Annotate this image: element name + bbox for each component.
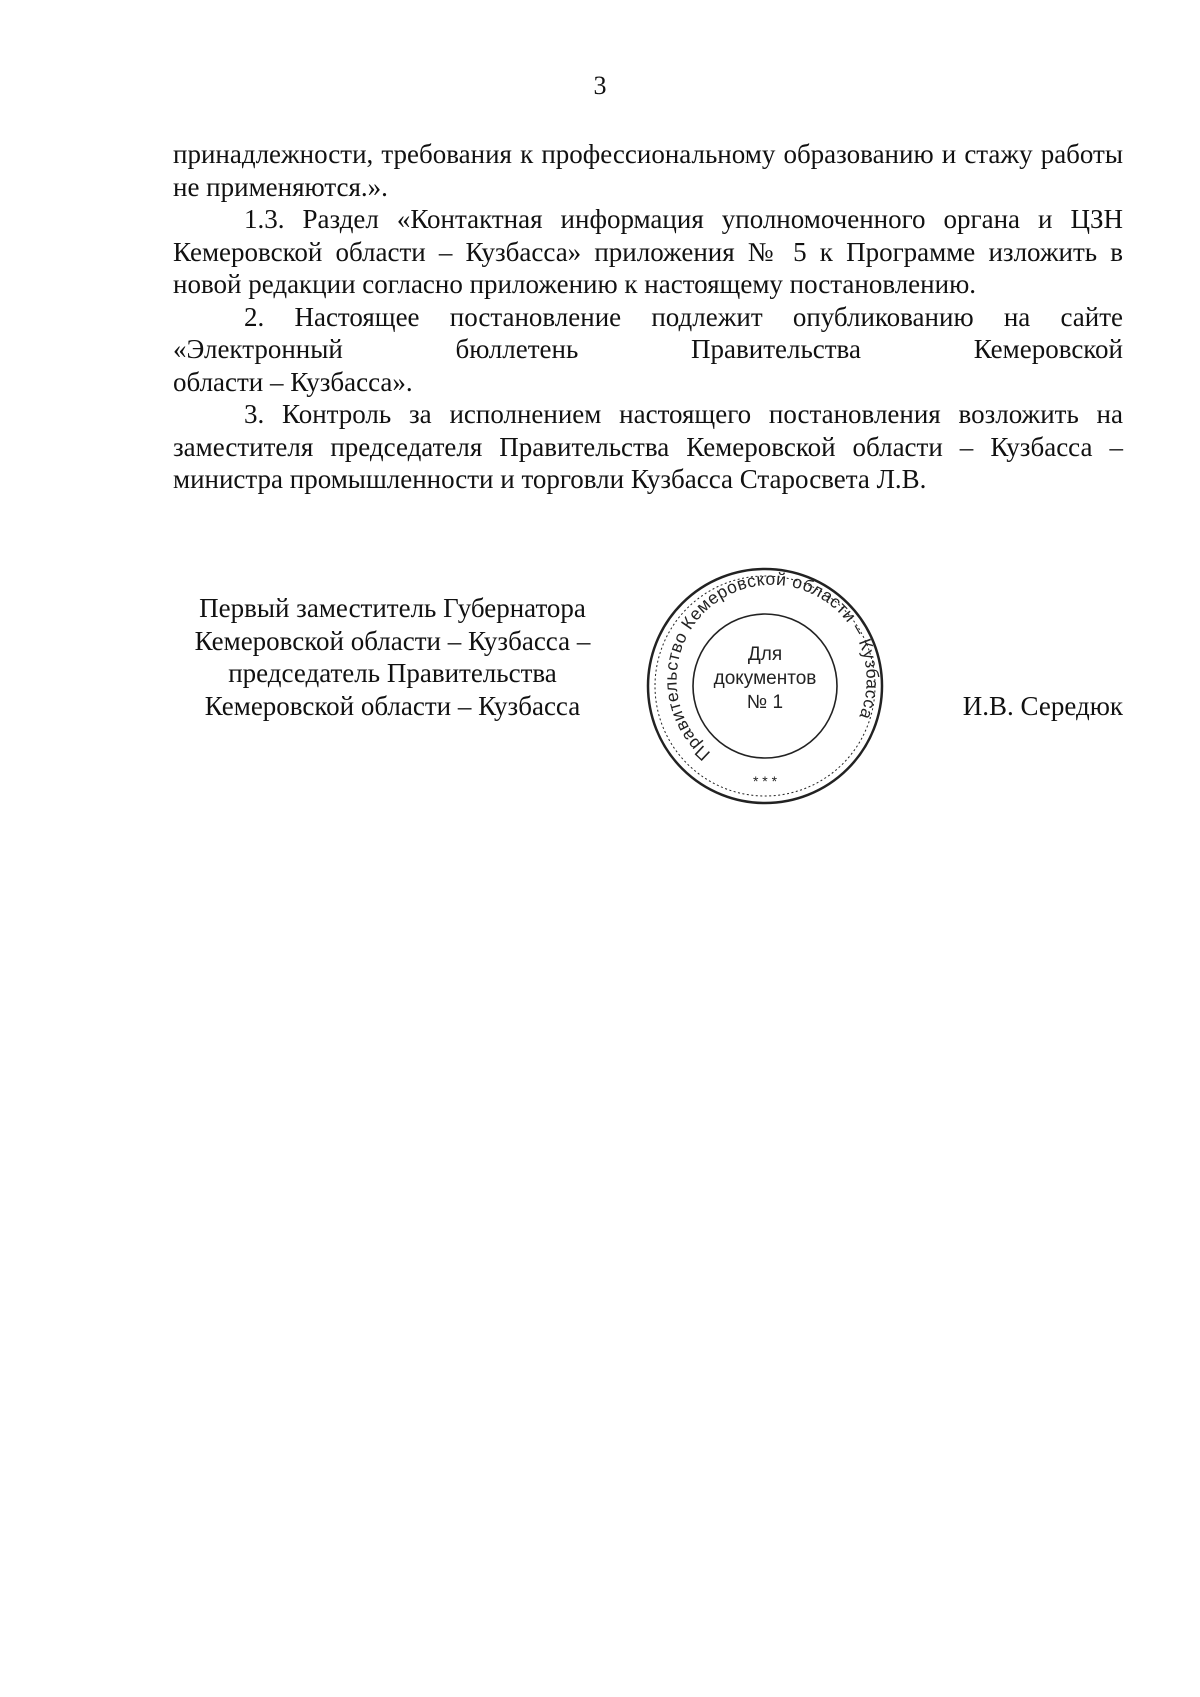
signatory-position — [170, 592, 615, 722]
signatory-position-line: Кемеровской области – Кузбасса – — [194, 625, 591, 656]
paragraph-1-3: 1.3. Раздел «Контактная информация уполномоченного органа и ЦЗН Кемеровской области – Кузбасса» приложения № 5 к Программе изложить в новой редакции согласно приложению к настоящему постановлению. — [173, 204, 1123, 299]
paragraph-2-end: области – Кузбасса». — [173, 366, 413, 397]
paragraph-continuation: принадлежности, требования к профессиональному образованию и стажу работы не применяются.». — [173, 139, 1123, 202]
official-seal-stamp — [645, 566, 885, 806]
signatory-position-line: Кемеровской области – Кузбасса — [204, 690, 581, 721]
seal-center-line: № 1 — [746, 692, 784, 713]
page-number: 3 — [593, 71, 607, 100]
seal-center-line: документов — [713, 668, 817, 689]
signatory-position-line: председатель Правительства — [228, 658, 557, 688]
signatory-name: И.В. Середюк — [962, 691, 1123, 721]
seal-stars: * * * — [752, 773, 778, 789]
seal-ring-text: Правительство Кемеровской области – Кузбасса — [660, 568, 883, 765]
signatory-position-line: Первый заместитель Губернатора — [199, 593, 586, 623]
body-text — [173, 138, 1123, 496]
paragraph-2: 2. Настоящее постановление подлежит опубликованию на сайте «Электронный бюллетень Правительства Кемеровской — [173, 301, 1123, 364]
paragraph-3: 3. Контроль за исполнением настоящего постановления возложить на заместителя председателя Правительства Кемеровской области – Кузбасса – министра промышленности и торговли Кузбасса Старосвета Л.В. — [173, 399, 1123, 494]
seal-center-line: Для — [747, 644, 783, 665]
